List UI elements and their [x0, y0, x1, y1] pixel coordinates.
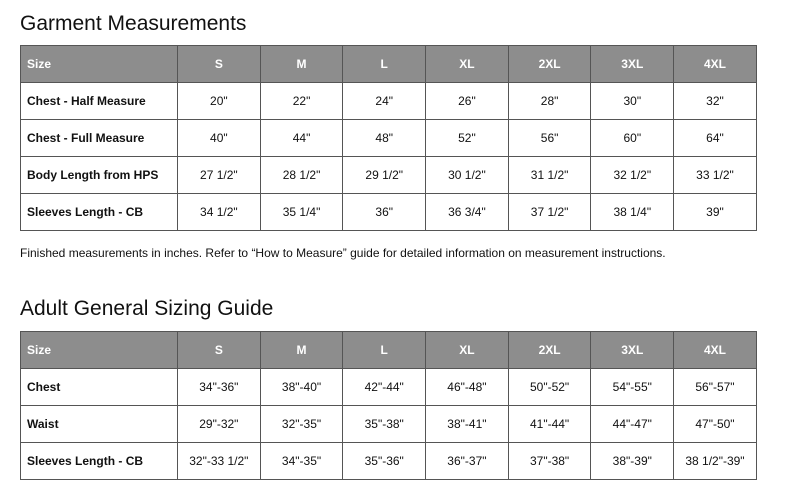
table-cell: 54"-55" [591, 369, 674, 406]
table-cell: 38 1/4" [591, 194, 674, 231]
garment-measurements-table [20, 45, 757, 231]
table-cell: 26" [426, 83, 509, 120]
header-cell: M [260, 332, 343, 369]
header-cell: L [343, 46, 426, 83]
table-cell: 34"-35" [260, 443, 343, 480]
table-cell: 35"-38" [343, 406, 426, 443]
table-cell: 32"-35" [260, 406, 343, 443]
table-row [21, 443, 757, 480]
table-cell: 38"-39" [591, 443, 674, 480]
table-cell: 44" [260, 120, 343, 157]
table-cell: 27 1/2" [178, 157, 261, 194]
row-label: Chest [21, 369, 178, 406]
table-cell: 50"-52" [508, 369, 591, 406]
table-cell: 35 1/4" [260, 194, 343, 231]
table-cell: 20" [178, 83, 261, 120]
table-row [21, 406, 757, 443]
header-cell: 3XL [591, 46, 674, 83]
table-cell: 40" [178, 120, 261, 157]
table-cell: 37 1/2" [508, 194, 591, 231]
row-label: Chest - Full Measure [21, 120, 178, 157]
header-cell: S [178, 46, 261, 83]
table-header-row [21, 46, 757, 83]
table-cell: 33 1/2" [674, 157, 757, 194]
table-row [21, 157, 757, 194]
header-cell: 4XL [674, 46, 757, 83]
measurement-note: Finished measurements in inches. Refer to “How to Measure” guide for detailed information on measurement instructions. [20, 246, 666, 260]
table-cell: 32 1/2" [591, 157, 674, 194]
table-cell: 42"-44" [343, 369, 426, 406]
header-cell: L [343, 332, 426, 369]
table-cell: 30" [591, 83, 674, 120]
table-cell: 36 3/4" [426, 194, 509, 231]
row-label: Chest - Half Measure [21, 83, 178, 120]
garment-measurements-title: Garment Measurements [20, 12, 247, 35]
table-cell: 37"-38" [508, 443, 591, 480]
table-cell: 32"-33 1/2" [178, 443, 261, 480]
adult-sizing-guide-table [20, 331, 757, 480]
row-label: Sleeves Length - CB [21, 194, 178, 231]
table-cell: 30 1/2" [426, 157, 509, 194]
header-cell: 2XL [508, 46, 591, 83]
table-row [21, 369, 757, 406]
table-cell: 22" [260, 83, 343, 120]
table-cell: 35"-36" [343, 443, 426, 480]
table-cell: 28" [508, 83, 591, 120]
header-cell: 2XL [508, 332, 591, 369]
table-cell: 28 1/2" [260, 157, 343, 194]
header-cell-size: Size [21, 332, 178, 369]
table-cell: 44"-47" [591, 406, 674, 443]
table-cell: 39" [674, 194, 757, 231]
table-cell: 32" [674, 83, 757, 120]
table-cell: 56" [508, 120, 591, 157]
table-cell: 34"-36" [178, 369, 261, 406]
table-cell: 31 1/2" [508, 157, 591, 194]
table-cell: 29 1/2" [343, 157, 426, 194]
header-cell: M [260, 46, 343, 83]
header-cell-size: Size [21, 46, 178, 83]
table-row [21, 194, 757, 231]
header-cell: S [178, 332, 261, 369]
table-cell: 41"-44" [508, 406, 591, 443]
row-label: Waist [21, 406, 178, 443]
table-cell: 38"-40" [260, 369, 343, 406]
table-cell: 34 1/2" [178, 194, 261, 231]
row-label: Sleeves Length - CB [21, 443, 178, 480]
table-cell: 24" [343, 83, 426, 120]
table-cell: 46"-48" [426, 369, 509, 406]
table-cell: 29"-32" [178, 406, 261, 443]
table-cell: 64" [674, 120, 757, 157]
table-row [21, 83, 757, 120]
row-label: Body Length from HPS [21, 157, 178, 194]
table-cell: 36" [343, 194, 426, 231]
table-cell: 56"-57" [674, 369, 757, 406]
table-cell: 48" [343, 120, 426, 157]
table-cell: 47"-50" [674, 406, 757, 443]
table-cell: 38 1/2"-39" [674, 443, 757, 480]
adult-sizing-guide-title: Adult General Sizing Guide [20, 297, 274, 320]
header-cell: XL [426, 332, 509, 369]
table-cell: 60" [591, 120, 674, 157]
table-cell: 36"-37" [426, 443, 509, 480]
table-row [21, 120, 757, 157]
header-cell: 4XL [674, 332, 757, 369]
header-cell: 3XL [591, 332, 674, 369]
table-cell: 38"-41" [426, 406, 509, 443]
table-cell: 52" [426, 120, 509, 157]
header-cell: XL [426, 46, 509, 83]
table-header-row [21, 332, 757, 369]
